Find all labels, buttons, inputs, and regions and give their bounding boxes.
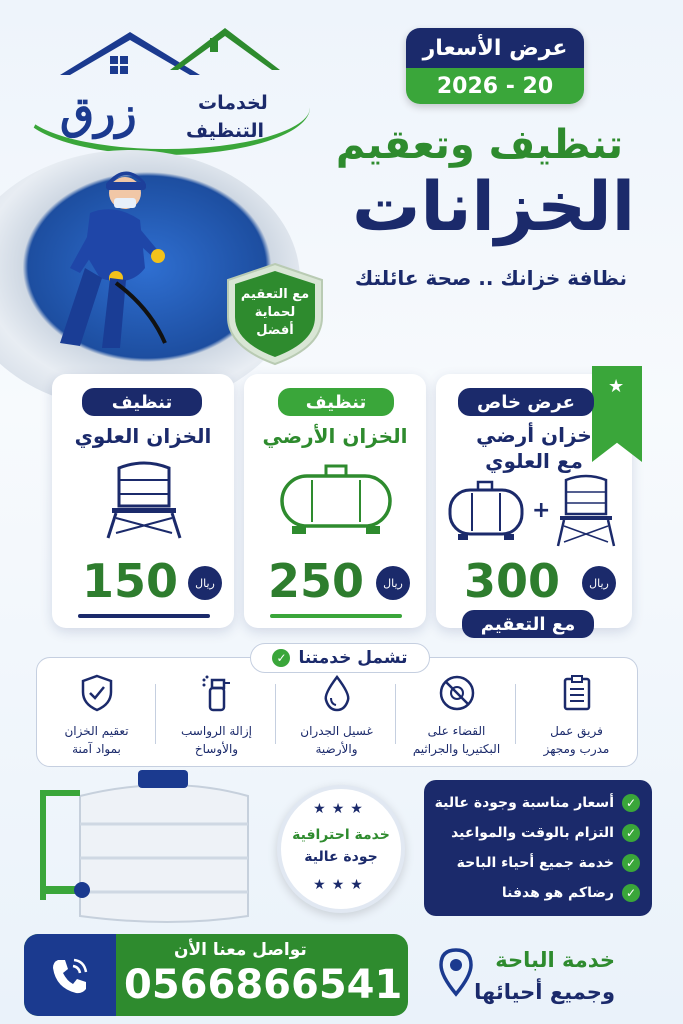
features-box — [424, 780, 652, 916]
card-underline — [78, 614, 210, 618]
stars-top-icon: ★★★ — [313, 801, 369, 817]
plus-sign: + — [532, 498, 551, 523]
feature-item — [451, 824, 640, 842]
card-footer-pill: مع التعقيم — [462, 610, 594, 638]
shield-line3: أفضل — [256, 323, 294, 338]
feature-label: خدمة جميع أحياء الباحة — [456, 855, 614, 871]
headline-line1: تنظيف وتعقيم — [335, 122, 623, 168]
feature-item — [502, 884, 640, 902]
card-subtitle-line1: خزان أرضي — [476, 423, 592, 447]
card-pill: تنظيف — [278, 388, 394, 416]
service-label-line2: مدرب ومجهز — [543, 742, 610, 756]
brand-logo — [20, 20, 310, 155]
card-price: 250 — [268, 554, 365, 608]
pro-line1: خدمة احترافية — [292, 827, 390, 843]
card-price: 150 — [82, 554, 179, 608]
currency-badge: ريال — [582, 566, 616, 600]
location-pin-icon — [438, 948, 474, 998]
logo-wordmark: زرق — [60, 88, 137, 139]
ground-tank-icon — [274, 462, 398, 538]
contact-title: تواصل معنا الأن — [174, 940, 307, 960]
divider — [515, 684, 516, 744]
service-label-line1: غسيل الجدران — [300, 724, 373, 738]
contact-bar[interactable] — [24, 934, 408, 1016]
upper-tank-icon — [104, 458, 184, 540]
service-item — [279, 674, 394, 758]
service-label-line2: والأوساخ — [194, 742, 239, 756]
star-icon: ★ — [608, 376, 625, 397]
service-item — [39, 674, 154, 758]
service-label-line2: بمواد آمنة — [72, 742, 121, 756]
stars-bottom-icon: ★★★ — [313, 877, 369, 893]
currency-badge: ريال — [376, 566, 410, 600]
logo-line1: لخدمات — [198, 92, 268, 114]
price-card-upper-tank — [52, 374, 234, 628]
water-tank-image — [30, 766, 260, 926]
feature-item — [435, 794, 640, 812]
card-subtitle: الخزان العلوي — [74, 424, 212, 448]
area-line2: وجميع أحيائها — [474, 980, 615, 1004]
shield-line1: مع التعقيم — [240, 287, 310, 302]
services-title: تشمل خدمتنا — [298, 648, 408, 668]
service-label-line1: إزالة الرواسب — [181, 724, 252, 738]
service-item — [519, 674, 634, 758]
pro-line2: جودة عالية — [304, 849, 378, 865]
feature-label: أسعار مناسبة وجودة عالية — [434, 795, 614, 811]
price-offer-badge — [406, 28, 584, 104]
feature-label: التزام بالوقت والمواعيد — [451, 825, 614, 841]
phone-number[interactable]: 0566866541 — [124, 962, 403, 1008]
offer-title: عرض الأسعار — [406, 28, 584, 68]
shield-line2: لحماية — [254, 305, 296, 320]
price-card-ground-tank — [244, 374, 426, 628]
no-bacteria-icon — [438, 674, 476, 712]
service-item — [159, 674, 274, 758]
logo-line2: التنظيف — [186, 120, 265, 142]
service-label-line1: القضاء على — [427, 724, 486, 738]
card-subtitle-line2: مع العلوي — [485, 449, 583, 473]
water-drop-icon — [320, 674, 354, 712]
check-icon: ✓ — [622, 854, 640, 872]
check-icon: ✓ — [622, 824, 640, 842]
check-icon: ✓ — [622, 794, 640, 812]
card-subtitle — [436, 422, 632, 474]
service-label — [399, 722, 514, 758]
services-title-pill — [250, 643, 430, 673]
phone-icon — [48, 954, 92, 998]
service-label — [279, 722, 394, 758]
card-subtitle: الخزان الأرضي — [262, 424, 408, 448]
card-underline — [270, 614, 402, 618]
price-card-special-offer — [436, 374, 632, 635]
offer-year: 2026 - 20 — [406, 68, 584, 104]
service-label-line2: البكتيريا والجراثيم — [412, 742, 501, 756]
divider — [395, 684, 396, 744]
feature-item — [457, 854, 640, 872]
shield-check-icon — [80, 674, 114, 712]
shield-text — [222, 286, 328, 340]
ground-tank-icon — [446, 478, 526, 544]
service-label-line2: والأرضية — [315, 742, 358, 756]
worker-illustration — [30, 158, 170, 358]
service-label — [159, 722, 274, 758]
tagline: نظافة خزانك .. صحة عائلتك — [354, 266, 627, 290]
service-item — [399, 674, 514, 758]
card-pill: تنظيف — [82, 388, 202, 416]
feature-label: رضاكم هو هدفنا — [501, 885, 614, 901]
service-label-line1: فريق عمل — [550, 724, 603, 738]
spray-bottle-icon — [200, 674, 234, 712]
phone-button[interactable] — [24, 934, 116, 1016]
headline-line2: الخزانات — [352, 168, 635, 247]
services-panel — [36, 657, 638, 767]
divider — [155, 684, 156, 744]
clipboard-icon — [560, 674, 594, 712]
card-price: 300 — [464, 554, 561, 608]
service-label — [39, 722, 154, 758]
upper-tank-icon — [556, 472, 616, 548]
card-pill: عرض خاص — [458, 388, 594, 416]
service-label — [519, 722, 634, 758]
currency-badge: ريال — [188, 566, 222, 600]
check-icon: ✓ — [622, 884, 640, 902]
area-line1: خدمة الباحة — [495, 948, 615, 972]
service-label-line1: تعقيم الخزان — [64, 724, 129, 738]
divider — [275, 684, 276, 744]
check-icon: ✓ — [272, 649, 290, 667]
professional-service-badge — [277, 785, 405, 913]
